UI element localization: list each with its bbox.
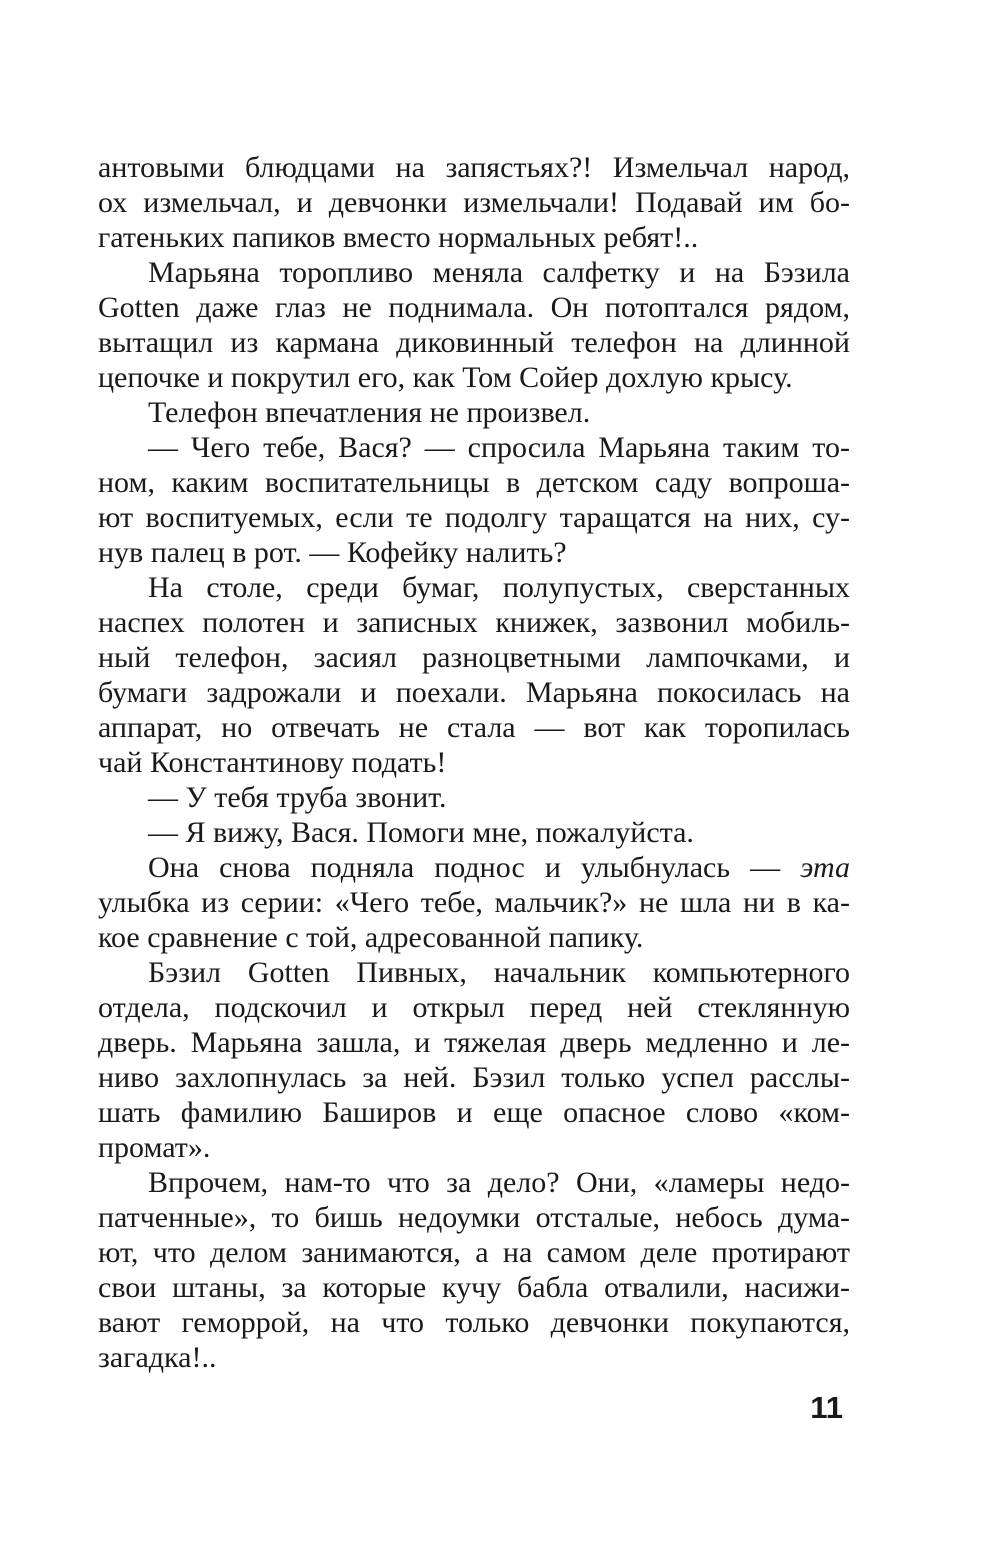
text-line — [98, 1200, 850, 1235]
text-line — [98, 815, 850, 850]
text-line — [98, 185, 850, 220]
text-line — [98, 780, 850, 815]
text-line — [98, 955, 850, 990]
text-segment: вытащил из кармана диковинный телефон на длинной — [98, 326, 850, 359]
text-line — [98, 290, 850, 325]
text-segment: кое сравнение с той, адресованной папику. — [98, 921, 644, 954]
text-segment: — Чего тебе, Вася? — спросила Марьяна таким то- — [148, 431, 850, 464]
text-line — [98, 500, 850, 535]
text-segment: отдела, подскочил и открыл перед ней стеклянную — [98, 991, 850, 1024]
text-line — [98, 675, 850, 710]
text-segment: бумаги задрожали и поехали. Марьяна покосилась на — [98, 676, 850, 709]
text-line — [98, 465, 850, 500]
text-segment: улыбка из серии: «Чего тебе, мальчик?» не шла ни в ка- — [98, 886, 850, 919]
text-segment: вают геморрой, на что только девчонки покупаются, — [98, 1306, 850, 1339]
text-line — [98, 220, 850, 255]
text-segment: Марьяна торопливо меняла салфетку и на Бэзила — [148, 256, 850, 289]
paragraph — [98, 255, 850, 395]
text-segment: ный телефон, засиял разноцветными лампочками, и — [98, 641, 850, 674]
text-line — [98, 1165, 850, 1200]
text-segment: патченные», то бишь недоумки отсталые, небось дума- — [98, 1201, 850, 1234]
text-segment: нув палец в рот. — Кофейку налить? — [98, 536, 567, 569]
text-segment: ют, что делом занимаются, а на самом деле протирают — [98, 1236, 850, 1269]
text-line — [98, 1025, 850, 1060]
text-segment: Впрочем, нам-то что за дело? Они, «ламеры недо- — [148, 1166, 850, 1199]
text-line — [98, 850, 850, 885]
paragraph — [98, 780, 850, 815]
text-line — [98, 1305, 850, 1340]
text-segment: антовыми блюдцами на запястьях?! Измельчал народ, — [98, 151, 850, 184]
paragraph — [98, 1165, 850, 1375]
paragraph — [98, 850, 850, 955]
text-segment: ниво захлопнулась за ней. Бэзил только успел расслы- — [98, 1061, 850, 1094]
text-segment: наспех полотен и записных книжек, зазвонил мобиль- — [98, 606, 850, 639]
text-line — [98, 990, 850, 1025]
text-segment: ох измельчал, и девчонки измельчали! Подавай им бо- — [98, 186, 850, 219]
paragraph — [98, 395, 850, 430]
text-line — [98, 1060, 850, 1095]
text-segment: гатеньких папиков вместо нормальных ребят!.. — [98, 221, 699, 254]
text-line — [98, 885, 850, 920]
paragraph — [98, 815, 850, 850]
text-line — [98, 395, 850, 430]
text-line — [98, 150, 850, 185]
text-segment: Телефон впечатления не произвел. — [148, 396, 591, 429]
text-segment: ном, каким воспитательницы в детском саду вопроша- — [98, 466, 850, 499]
text-line — [98, 745, 850, 780]
text-line — [98, 535, 850, 570]
page-number: 11 — [810, 1390, 843, 1425]
paragraph — [98, 570, 850, 780]
text-line — [98, 1235, 850, 1270]
text-line — [98, 430, 850, 465]
text-segment: чай Константинову подать! — [98, 746, 447, 779]
text-line — [98, 605, 850, 640]
text-segment: ют воспитуемых, если те подолгу таращатся на них, су- — [98, 501, 850, 534]
paragraph — [98, 955, 850, 1165]
text-line — [98, 640, 850, 675]
text-segment: Она снова подняла поднос и улыбнулась — — [148, 851, 801, 884]
text-segment: — У тебя труба звонит. — [148, 781, 447, 814]
text-line — [98, 325, 850, 360]
paragraph — [98, 430, 850, 570]
text-line — [98, 1340, 850, 1375]
text-segment: свои штаны, за которые кучу бабла отвалили, насижи- — [98, 1271, 850, 1304]
text-line — [98, 920, 850, 955]
text-block — [98, 150, 850, 1375]
text-segment: На столе, среди бумаг, полупустых, сверстанных — [148, 571, 850, 604]
text-line — [98, 360, 850, 395]
text-segment: аппарат, но отвечать не стала — вот как торопилась — [98, 711, 850, 744]
text-segment: цепочке и покрутил его, как Том Сойер дохлую крысу. — [98, 361, 793, 394]
text-segment: загадка!.. — [98, 1341, 217, 1374]
text-line — [98, 1130, 850, 1165]
text-line — [98, 710, 850, 745]
text-segment: Gotten даже глаз не поднимала. Он потоптался рядом, — [98, 291, 850, 324]
text-segment: Бэзил Gotten Пивных, начальник компьютерного — [148, 956, 850, 989]
text-segment: шать фамилию Баширов и еще опасное слово «ком- — [98, 1096, 850, 1129]
italic-text-segment: эта — [800, 851, 850, 884]
text-line — [98, 570, 850, 605]
text-segment: промат». — [98, 1131, 211, 1164]
text-segment: — Я вижу, Вася. Помоги мне, пожалуйста. — [148, 816, 694, 849]
paragraph — [98, 150, 850, 255]
text-segment: дверь. Марьяна зашла, и тяжелая дверь медленно и ле- — [98, 1026, 850, 1059]
text-line — [98, 255, 850, 290]
text-line — [98, 1270, 850, 1305]
text-line — [98, 1095, 850, 1130]
